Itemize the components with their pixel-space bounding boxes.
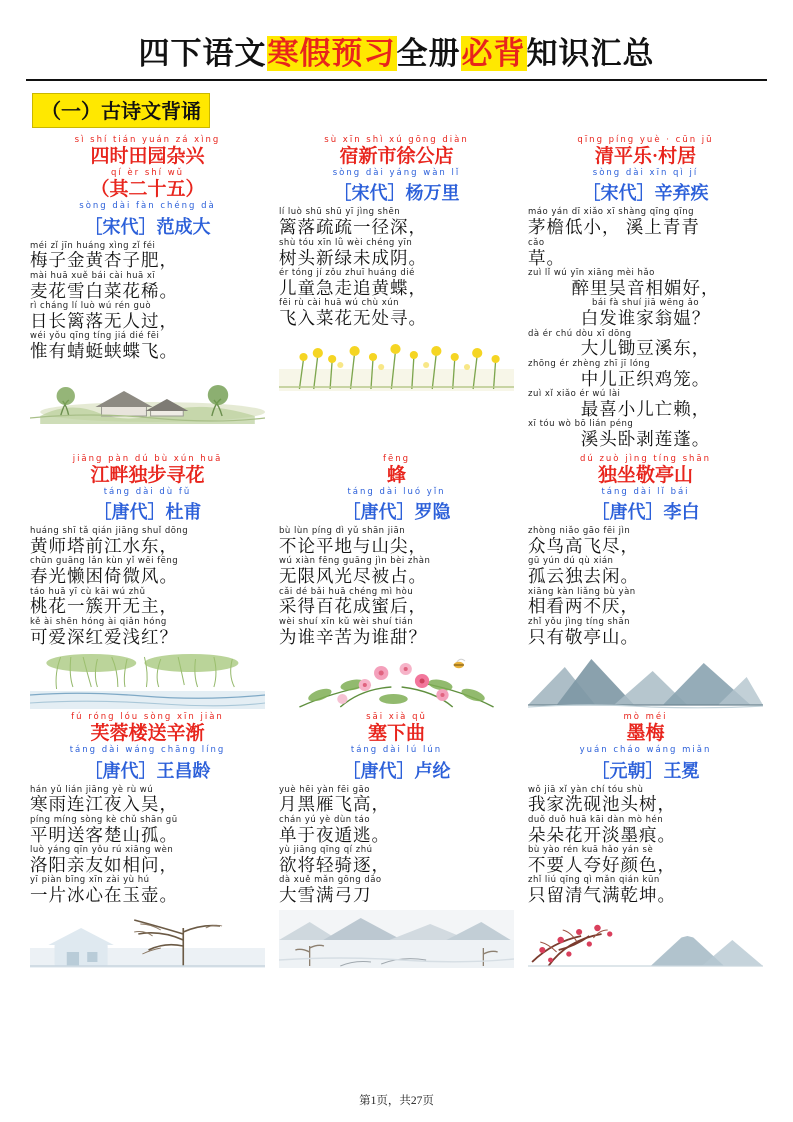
line-hanzi: 大儿锄豆溪东，	[580, 338, 711, 359]
line-pinyin: hán yǔ lián jiāng yè rù wú	[30, 784, 154, 795]
poem-title: 四时田园杂兴	[90, 146, 205, 168]
poem-lines	[528, 786, 763, 907]
poem-title-pinyin: sù xīn shì xú gōng diàn	[324, 135, 469, 145]
poem-card-sishi-tianyuan-zaxing	[26, 134, 269, 451]
poem-line	[279, 876, 514, 906]
line-hanzi: 无限风光尽被占。	[279, 566, 427, 587]
poem-line	[279, 239, 514, 269]
line-pinyin: duǒ duǒ huā kāi dàn mò hén	[528, 814, 664, 825]
poem-author: ［唐代］王昌龄	[84, 760, 211, 781]
line-hanzi: 单于夜遁逃。	[279, 824, 390, 845]
poem-line	[30, 557, 265, 587]
poem-line	[279, 816, 514, 846]
line-hanzi: 我家洗砚池头树，	[528, 794, 676, 815]
poem-line	[279, 299, 514, 329]
poem-title-pinyin: sì shí tián yuán zá xìng	[74, 135, 221, 145]
poem-line	[528, 390, 763, 420]
line-pinyin: táo huā yī cù kāi wú zhǔ	[30, 586, 146, 597]
poem-line	[528, 330, 763, 360]
poem-author-pinyin: táng dài wáng chāng líng	[69, 745, 226, 756]
line-pinyin: shù tóu xīn lǜ wèi chéng yīn	[279, 237, 413, 248]
line-pinyin: zuì lǐ wú yīn xiāng mèi hǎo	[528, 267, 655, 278]
line-hanzi: 寒雨连江夜入吴，	[30, 794, 178, 815]
poem-line	[528, 846, 763, 876]
line-pinyin: bái fà shuí jiā wēng ǎo	[591, 298, 700, 309]
page-footer: 第1页，共27页	[359, 1095, 434, 1107]
poem-author-pinyin: yuán cháo wáng miǎn	[579, 745, 712, 756]
line-pinyin: cǎi dé bǎi huā chéng mì hòu	[279, 586, 414, 597]
line-hanzi: 醉里吴音相媚好，	[571, 277, 720, 298]
line-pinyin: xiāng kàn liǎng bù yàn	[528, 586, 636, 597]
poem-lines	[30, 527, 265, 648]
poem-card-jiangpan-dubu-xunhua	[26, 453, 269, 710]
line-hanzi: 朵朵花开淡墨痕。	[528, 824, 676, 845]
poem-title-pinyin: qīng píng yuè · cūn jū	[577, 135, 714, 145]
illustration-mountain	[528, 651, 763, 709]
poem-line	[279, 786, 514, 816]
line-pinyin: zhǐ yǒu jìng tíng shān	[528, 616, 631, 627]
poem-line	[279, 527, 514, 557]
line-hanzi: 惟有蜻蜓蛱蝶飞。	[30, 341, 178, 362]
poem-author: ［唐代］李白	[591, 502, 700, 522]
line-hanzi: 梅子金黄杏子肥，	[30, 250, 178, 271]
line-hanzi: 不论平地与山尖，	[279, 535, 427, 556]
line-hanzi: 洛阳亲友如相问，	[30, 854, 178, 875]
poem-line	[528, 360, 763, 390]
poem-title: 宿新市徐公店	[339, 146, 454, 168]
line-hanzi: 为谁辛苦为谁甜？	[279, 626, 427, 647]
poem-author-pinyin: táng dài lú lún	[350, 745, 443, 756]
poem-line	[528, 618, 763, 648]
poem-lines	[279, 786, 514, 907]
poem-card-furonglou-songxinjian	[26, 711, 269, 968]
line-pinyin: máo yán dī xiǎo xī shàng qīng qīng	[528, 207, 695, 218]
line-hanzi: 众鸟高飞尽，	[528, 535, 639, 556]
poem-author-pinyin: sòng dài yáng wàn lǐ	[332, 168, 461, 179]
line-pinyin: rì cháng lí luò wú rén guò	[30, 301, 152, 312]
line-pinyin: chán yú yè dùn táo	[279, 814, 371, 825]
line-pinyin: mài huā xuě bái cài huā xī	[30, 270, 156, 281]
poem-card-qingpingyue-cunju	[524, 134, 767, 451]
poem-title: 芙蓉楼送辛渐	[90, 723, 205, 745]
line-hanzi: 桃花一簇开无主，	[30, 596, 178, 617]
line-hanzi: 白发谁家翁媪？	[580, 308, 711, 329]
poem-line	[30, 618, 265, 648]
page-title	[26, 28, 767, 81]
poem-line	[279, 269, 514, 299]
line-hanzi: 可爱深红爱浅红？	[30, 626, 178, 647]
line-hanzi: 只有敬亭山。	[528, 626, 639, 647]
poem-lines	[30, 242, 265, 363]
line-pinyin: lí luò shū shū yī jìng shēn	[279, 207, 401, 218]
poem-subtitle: （其二十五）	[90, 179, 205, 201]
poem-lines	[279, 208, 514, 329]
poem-author-pinyin: táng dài luó yǐn	[347, 486, 446, 497]
poem-line	[279, 208, 514, 238]
title-text	[26, 28, 767, 73]
poem-line	[528, 269, 763, 299]
poem-line	[30, 242, 265, 272]
poem-author: ［唐代］卢纶	[342, 760, 451, 781]
line-pinyin: xī tóu wò bō lián péng	[528, 419, 634, 430]
line-hanzi: 春光懒困倚微风。	[30, 566, 178, 587]
title-part-5: 知识汇总	[526, 36, 655, 71]
poem-line	[30, 816, 265, 846]
line-pinyin: zuì xǐ xiǎo ér wú lài	[528, 389, 621, 400]
poem-author-pinyin: sòng dài fàn chéng dà	[79, 201, 216, 212]
poem-line	[528, 527, 763, 557]
line-pinyin: cǎo	[528, 237, 545, 248]
line-pinyin: kě ài shēn hóng ài qiǎn hóng	[30, 616, 167, 627]
title-part-1: 四下语文	[138, 36, 267, 71]
line-pinyin: chūn guāng lǎn kùn yǐ wēi fēng	[30, 556, 179, 567]
poem-title: 独坐敬亭山	[597, 464, 693, 486]
poem-title: 墨梅	[626, 723, 665, 745]
line-pinyin: huáng shī tǎ qián jiāng shuǐ dōng	[30, 526, 189, 536]
line-hanzi: 儿童急走追黄蝶，	[279, 277, 427, 298]
line-pinyin: wú xiàn fēng guāng jìn bèi zhàn	[279, 556, 431, 567]
line-pinyin: wéi yǒu qīng tíng jiá dié fēi	[30, 331, 160, 342]
illustration-willow	[30, 651, 265, 709]
poem-title-pinyin: mò méi	[623, 712, 668, 723]
title-part-4: 必背	[461, 36, 526, 71]
poem-grid	[26, 134, 767, 968]
poem-line	[528, 420, 763, 450]
line-hanzi: 日长篱落无人过，	[30, 310, 178, 331]
line-hanzi: 麦花雪白菜花稀。	[30, 280, 178, 301]
poem-title: 清平乐·村居	[594, 146, 697, 168]
line-hanzi: 溪头卧剥莲蓬。	[580, 429, 711, 450]
line-pinyin: ér tóng jí zǒu zhuī huáng dié	[279, 267, 415, 278]
poem-author: ［唐代］罗隐	[342, 502, 451, 522]
poem-lines	[528, 208, 763, 450]
title-part-3: 全册	[396, 36, 461, 71]
line-pinyin: fēi rù cài huā wú chù xún	[279, 298, 399, 309]
line-hanzi: 大雪满弓刀	[279, 885, 372, 906]
poem-line	[528, 876, 763, 906]
line-hanzi: 只留清气满乾坤。	[528, 885, 676, 906]
poem-author: ［宋代］杨万里	[333, 183, 460, 204]
poem-author-pinyin: táng dài dù fǔ	[103, 486, 192, 497]
line-pinyin: bù yào rén kuā hǎo yán sè	[528, 845, 654, 856]
illustration-plum-mountain	[528, 910, 763, 968]
line-pinyin: zhòng niǎo gāo fēi jìn	[528, 526, 631, 536]
line-hanzi: 最喜小儿亡赖，	[580, 398, 711, 419]
poem-line	[528, 299, 763, 329]
line-pinyin: bù lùn píng dì yǔ shān jiān	[279, 526, 406, 536]
illustration-snow-field	[279, 910, 514, 968]
poem-line	[279, 618, 514, 648]
poem-card-feng	[275, 453, 518, 710]
poem-line	[30, 846, 265, 876]
poem-title-pinyin: sāi xià qǔ	[366, 712, 427, 723]
poem-card-duzuo-jingtingshan	[524, 453, 767, 710]
line-pinyin: luò yáng qīn yǒu rú xiāng wèn	[30, 845, 174, 856]
line-pinyin: dà ér chú dòu xī dōng	[528, 328, 632, 339]
poem-line	[279, 588, 514, 618]
poem-line	[528, 557, 763, 587]
poem-lines	[279, 527, 514, 648]
poem-line	[528, 588, 763, 618]
poem-author: ［宋代］范成大	[84, 216, 211, 237]
poem-line	[528, 208, 763, 238]
poem-line	[279, 557, 514, 587]
poem-author: ［宋代］辛弃疾	[582, 183, 709, 204]
line-hanzi: 不要人夸好颜色，	[528, 854, 676, 875]
line-hanzi: 飞入菜花无处寻。	[279, 308, 427, 329]
poem-line	[279, 846, 514, 876]
poem-card-su-xinshi-xugongdian	[275, 134, 518, 451]
line-hanzi: 茅檐低小， 溪上青青	[528, 217, 700, 238]
poem-title-pinyin: jiāng pàn dú bù xún huā	[72, 453, 223, 464]
line-hanzi: 采得百花成蜜后，	[279, 596, 427, 617]
line-pinyin: yī piàn bīng xīn zài yù hú	[30, 875, 150, 886]
line-pinyin: gū yún dú qù xián	[528, 556, 614, 567]
line-hanzi: 草。	[528, 247, 565, 268]
poem-author-pinyin: táng dài lǐ bái	[601, 486, 690, 497]
poem-author: ［元朝］王冕	[591, 760, 700, 781]
line-hanzi: 孤云独去闲。	[528, 566, 639, 587]
line-hanzi: 月黑雁飞高，	[279, 794, 390, 815]
line-pinyin: yuè hēi yàn fēi gāo	[279, 784, 370, 795]
line-hanzi: 欲将轻骑逐，	[279, 854, 390, 875]
line-hanzi: 黄师塔前江水东，	[30, 535, 178, 556]
poem-card-momei	[524, 711, 767, 968]
poem-lines	[528, 527, 763, 648]
poem-line	[30, 332, 265, 362]
poem-line	[30, 786, 265, 816]
line-pinyin: yù jiāng qīng qí zhú	[279, 845, 373, 856]
title-part-2: 寒假预习	[267, 36, 396, 71]
poem-author: ［唐代］杜甫	[93, 502, 202, 522]
poem-title-pinyin: dú zuò jìng tíng shān	[579, 453, 712, 464]
illustration-rape-flowers	[279, 333, 514, 391]
line-pinyin: dà xuě mǎn gōng dāo	[279, 875, 382, 886]
line-pinyin: píng míng sòng kè chǔ shān gū	[30, 814, 178, 825]
line-hanzi: 树头新绿未成阴。	[279, 247, 427, 268]
line-pinyin: méi zǐ jīn huáng xìng zǐ féi	[30, 240, 156, 251]
poem-title: 江畔独步寻花	[90, 464, 205, 486]
poem-title-pinyin: fú róng lóu sòng xīn jiàn	[71, 712, 224, 723]
poem-line	[30, 527, 265, 557]
poem-title: 蜂	[386, 464, 406, 486]
illustration-snow-tree	[30, 910, 265, 968]
line-hanzi: 平明送客楚山孤。	[30, 824, 178, 845]
line-hanzi: 中儿正织鸡笼。	[580, 368, 711, 389]
poem-line	[30, 302, 265, 332]
poem-title-pinyin: fēng	[382, 453, 410, 464]
section-header	[26, 91, 767, 134]
poem-card-saixiaqu	[275, 711, 518, 968]
line-hanzi: 一片冰心在玉壶。	[30, 885, 178, 906]
poem-line	[528, 816, 763, 846]
line-pinyin: wèi shuí xīn kǔ wèi shuí tián	[279, 616, 414, 627]
poem-author-pinyin: sòng dài xīn qì jí	[592, 168, 699, 179]
line-pinyin: zhōng ér zhèng zhī jī lóng	[528, 358, 651, 369]
illustration-peach-bee	[279, 651, 514, 709]
poem-line	[528, 239, 763, 269]
poem-lines	[30, 786, 265, 907]
section-tag-label: （一）古诗文背诵	[32, 93, 210, 128]
poem-line	[528, 786, 763, 816]
poem-title: 塞下曲	[367, 723, 425, 745]
line-pinyin: wǒ jiā xǐ yàn chí tóu shù	[528, 784, 644, 795]
illustration-village	[30, 366, 265, 424]
line-pinyin: zhǐ liú qīng qì mǎn qián kūn	[528, 875, 660, 886]
poem-subtitle-pinyin: qí èr shí wǔ	[110, 168, 185, 179]
poem-line	[30, 272, 265, 302]
poem-line	[30, 876, 265, 906]
poem-line	[30, 588, 265, 618]
line-hanzi: 相看两不厌，	[528, 596, 639, 617]
line-hanzi: 篱落疏疏一径深，	[279, 217, 427, 238]
